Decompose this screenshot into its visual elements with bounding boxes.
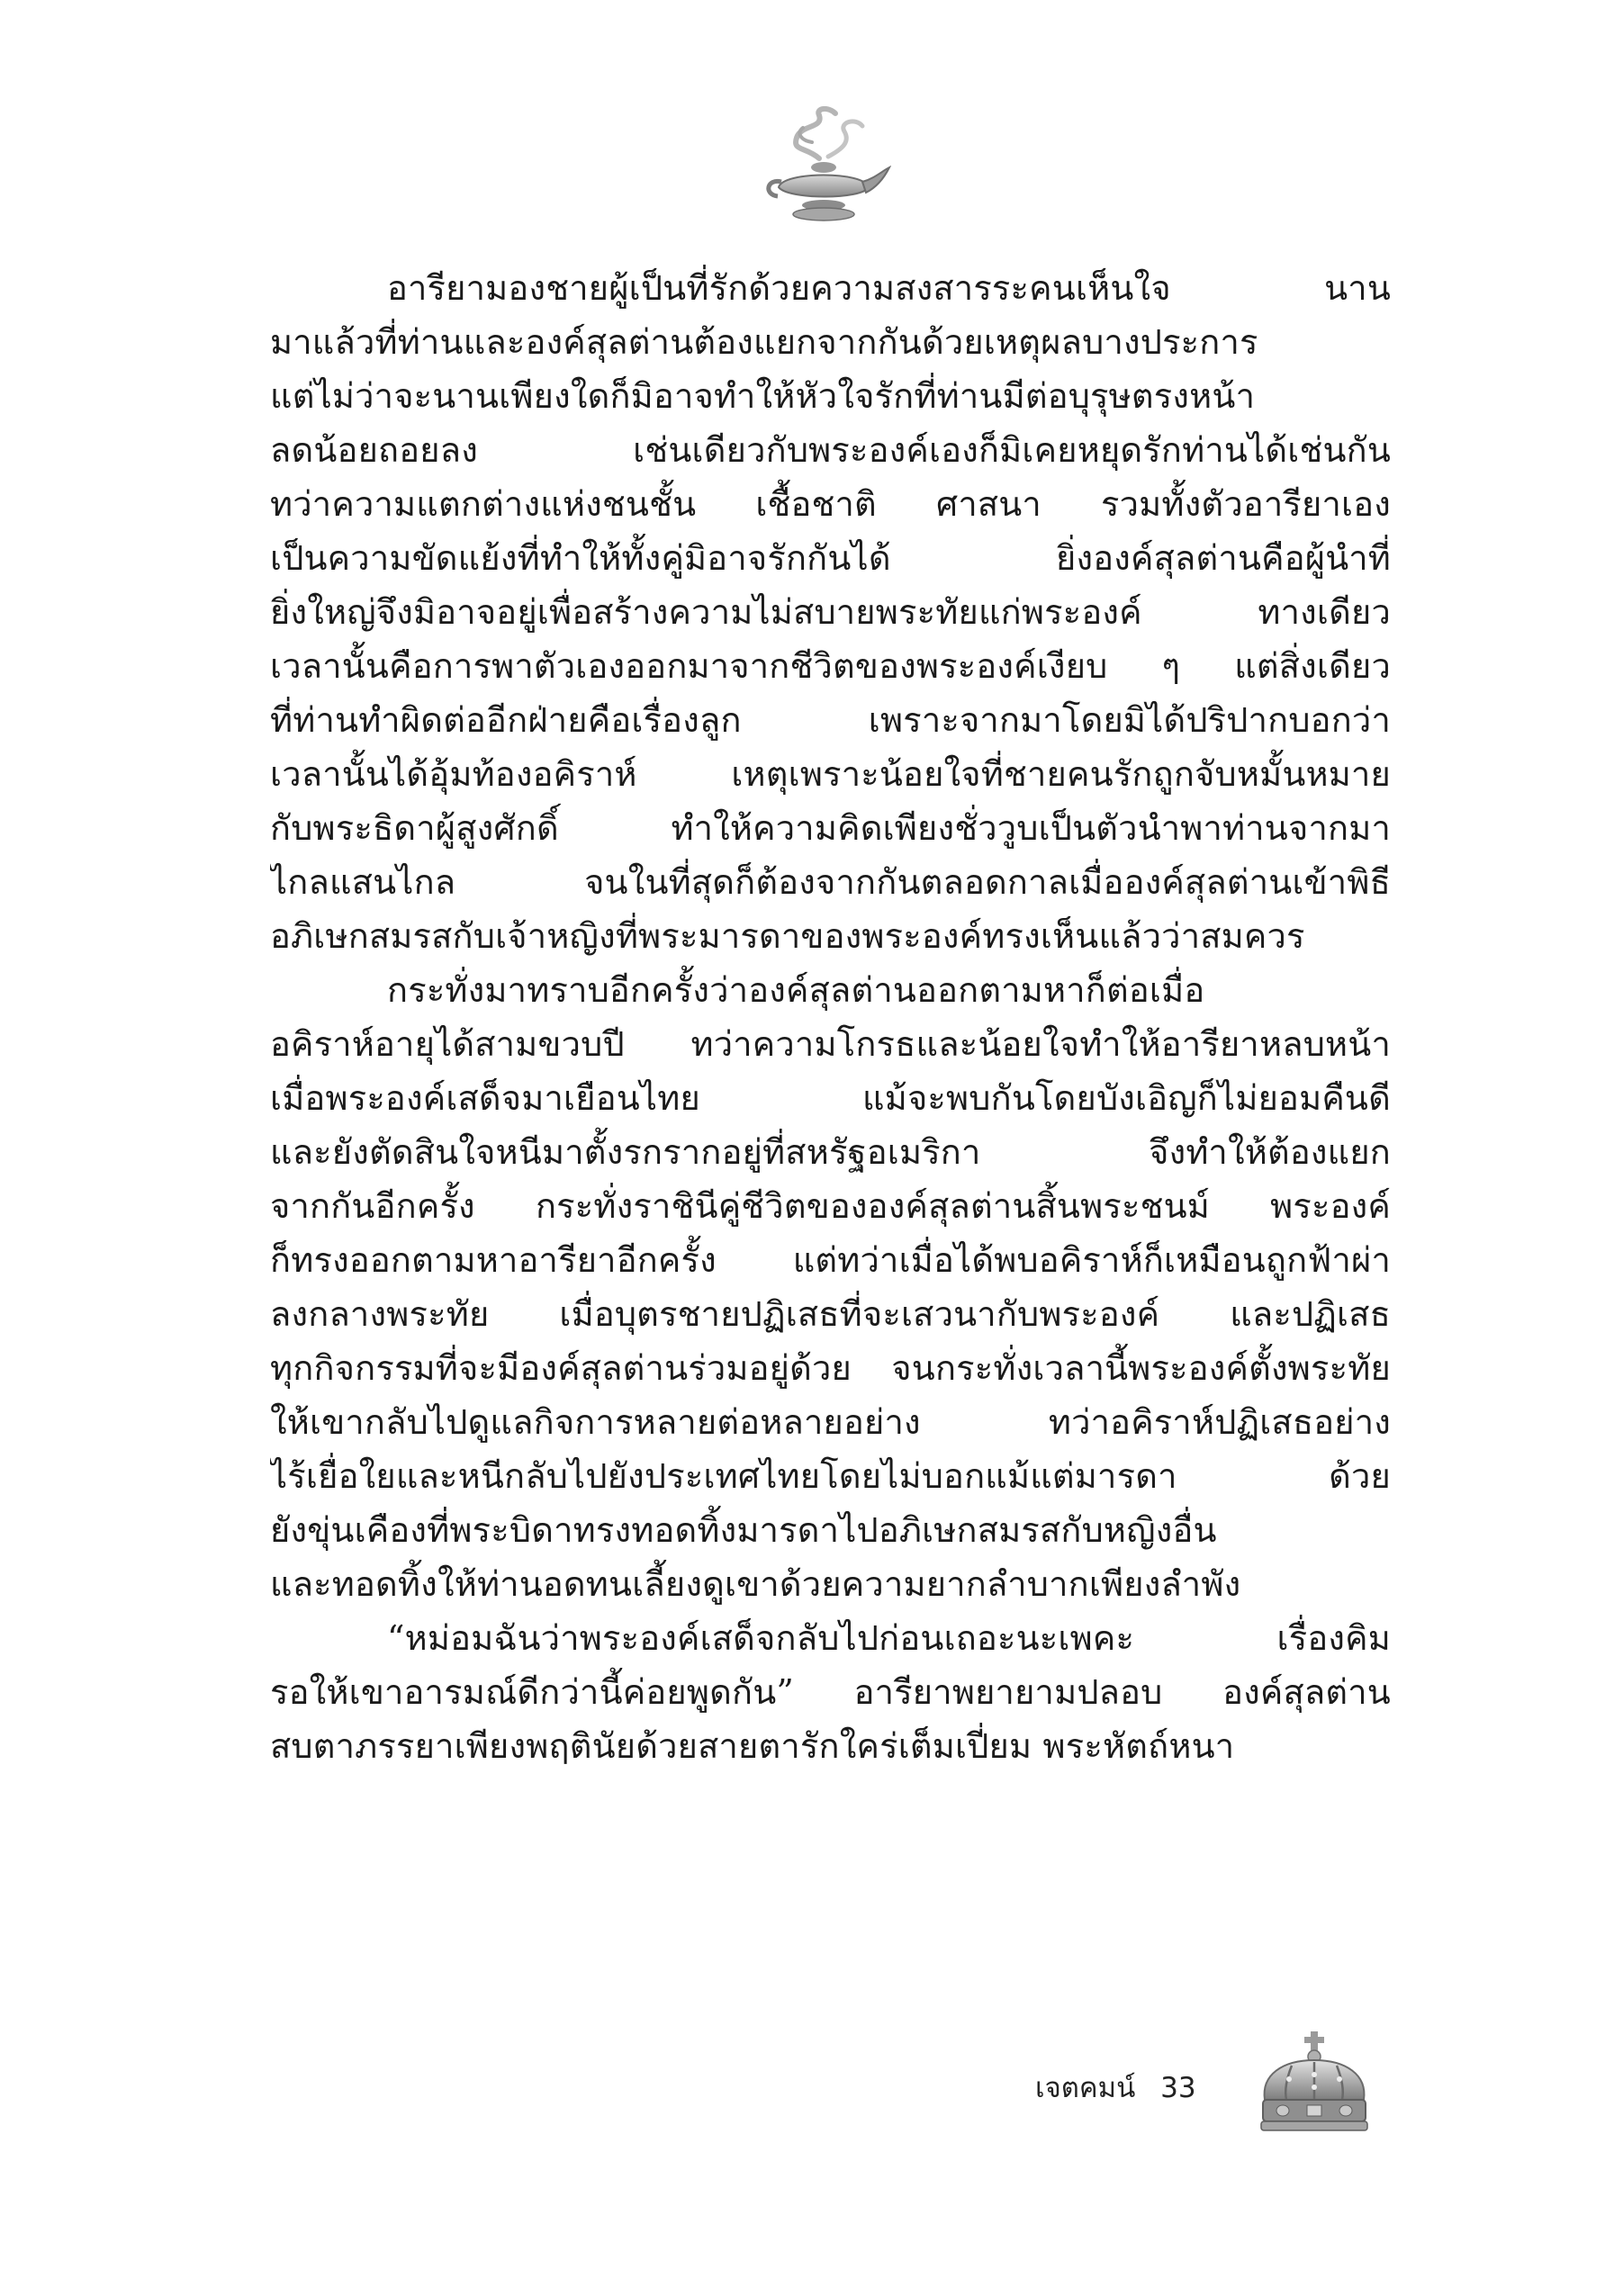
magic-lamp-icon bbox=[756, 106, 891, 223]
text-line: เมื่อพระองค์เสด็จมาเยือนไทย แม้จะพบกันโดยบังเอิญก็ไม่ยอมคืนดี bbox=[270, 1078, 1391, 1118]
text-line: ยิ่งใหญ่จึงมิอาจอยู่เพื่อสร้างความไม่สบายพระทัยแก่พระองค์ ทางเดียว bbox=[270, 592, 1391, 632]
paragraph-first-line: อารียามองชายผู้เป็นที่รักด้วยความสงสารระคนเห็นใจ นาน bbox=[387, 268, 1391, 308]
text-line: ก็ทรงออกตามหาอารียาอีกครั้ง แต่ทว่าเมื่อได้พบอคิราห์ก็เหมือนถูกฟ้าผ่า bbox=[270, 1240, 1391, 1280]
paragraph-first-line: “หม่อมฉันว่าพระองค์เสด็จกลับไปก่อนเถอะนะเพคะ เรื่องคิม bbox=[387, 1618, 1391, 1658]
text-line: เวลานั้นคือการพาตัวเองออกมาจากชีวิตของพระองค์เงียบ ๆ แต่สิ่งเดียว bbox=[270, 646, 1391, 686]
text-line: ลงกลางพระทัย เมื่อบุตรชายปฏิเสธที่จะเสวนากับพระองค์ และปฏิเสธ bbox=[270, 1294, 1391, 1334]
text-line: แต่ไม่ว่าจะนานเพียงใดก็มิอาจทำให้หัวใจรักที่ท่านมีต่อบุรุษตรงหน้า bbox=[270, 376, 1256, 416]
text-line: รอให้เขาอารมณ์ดีกว่านี้ค่อยพูดกัน” อารียาพยายามปลอบ องค์สุลต่าน bbox=[270, 1672, 1391, 1712]
text-line: อภิเษกสมรสกับเจ้าหญิงที่พระมารดาของพระองค์ทรงเห็นแล้วว่าสมควร bbox=[270, 916, 1305, 956]
text-line: เป็นความขัดแย้งที่ทำให้ทั้งคู่มิอาจรักกันได้ ยิ่งองค์สุลต่านคือผู้นำที่ bbox=[270, 538, 1391, 578]
text-line: กับพระธิดาผู้สูงศักดิ์ ทำให้ความคิดเพียงชั่ววูบเป็นตัวนำพาท่านจากมา bbox=[270, 808, 1391, 848]
text-line: มาแล้วที่ท่านและองค์สุลต่านต้องแยกจากกันด้วยเหตุผลบางประการ bbox=[270, 322, 1258, 362]
text-line: ทว่าความแตกต่างแห่งชนชั้น เชื้อชาติ ศาสนา รวมทั้งตัวอารียาเอง bbox=[270, 484, 1391, 524]
crown-icon bbox=[1256, 2030, 1373, 2138]
body-text bbox=[270, 261, 1391, 1881]
text-line: จากกันอีกครั้ง กระทั่งราชินีคู่ชีวิตขององค์สุลต่านสิ้นพระชนม์ พระองค์ bbox=[270, 1186, 1391, 1226]
text-line: ที่ท่านทำผิดต่ออีกฝ่ายคือเรื่องลูก เพราะจากมาโดยมิได้ปริปากบอกว่า bbox=[270, 700, 1391, 740]
page-footer bbox=[1035, 2066, 1196, 2111]
text-line: อคิราห์อายุได้สามขวบปี ทว่าความโกรธและน้อยใจทำให้อารียาหลบหน้า bbox=[270, 1024, 1391, 1064]
text-line: ไกลแสนไกล จนในที่สุดก็ต้องจากกันตลอดกาลเมื่อองค์สุลต่านเข้าพิธี bbox=[270, 862, 1391, 902]
text-line: ให้เขากลับไปดูแลกิจการหลายต่อหลายอย่าง ทว่าอคิราห์ปฏิเสธอย่าง bbox=[270, 1402, 1391, 1442]
text-line: ลดน้อยถอยลง เช่นเดียวกับพระองค์เองก็มิเคยหยุดรักท่านได้เช่นกัน bbox=[270, 430, 1391, 470]
book-title: เจตคมน์ bbox=[1035, 2072, 1136, 2104]
text-line: ยังขุ่นเคืองที่พระบิดาทรงทอดทิ้งมารดาไปอภิเษกสมรสกับหญิงอื่น bbox=[270, 1510, 1217, 1550]
text-line: ทุกกิจกรรมที่จะมีองค์สุลต่านร่วมอยู่ด้วย จนกระทั่งเวลานี้พระองค์ตั้งพระทัย bbox=[270, 1348, 1391, 1388]
text-line: เวลานั้นได้อุ้มท้องอคิราห์ เหตุเพราะน้อยใจที่ชายคนรักถูกจับหมั้นหมาย bbox=[270, 754, 1391, 794]
text-line: และทอดทิ้งให้ท่านอดทนเลี้ยงดูเขาด้วยความยากลำบากเพียงลำพัง bbox=[270, 1564, 1241, 1604]
paragraph-first-line: กระทั่งมาทราบอีกครั้งว่าองค์สุลต่านออกตามหาก็ต่อเมื่อ bbox=[387, 970, 1205, 1010]
text-line: และยังตัดสินใจหนีมาตั้งรกรากอยู่ที่สหรัฐอเมริกา จึงทำให้ต้องแยก bbox=[270, 1132, 1391, 1172]
page-number: 33 bbox=[1160, 2072, 1196, 2104]
text-line: ไร้เยื่อใยและหนีกลับไปยังประเทศไทยโดยไม่บอกแม้แต่มารดา ด้วย bbox=[270, 1456, 1391, 1496]
text-line: สบตาภรรยาเพียงพฤตินัยด้วยสายตารักใคร่เต็มเปี่ยม พระหัตถ์หนา bbox=[270, 1726, 1235, 1766]
